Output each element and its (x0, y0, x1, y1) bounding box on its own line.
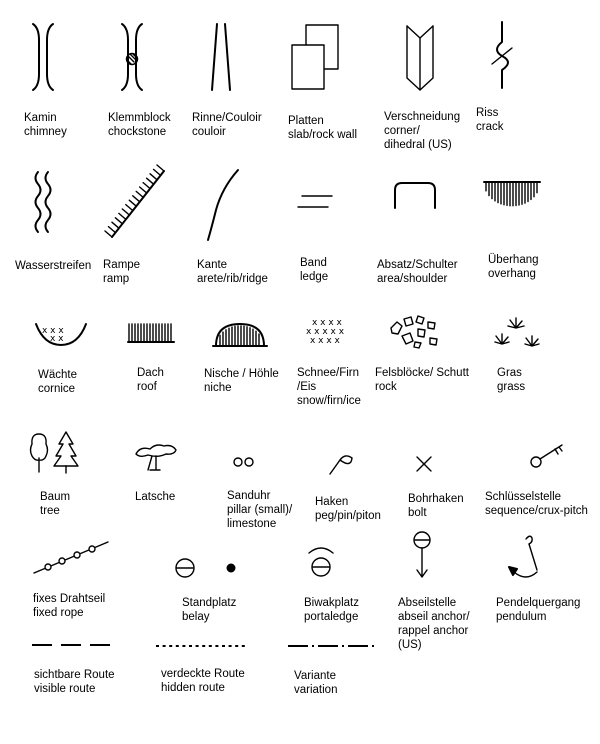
chimney-icon (28, 22, 58, 92)
svg-text:x x x x: x x x x (312, 318, 342, 328)
label-arete: Kante arete/rib/ridge (197, 259, 268, 285)
label-ramp: Rampe ramp (103, 259, 141, 285)
arete-icon (202, 168, 242, 242)
thread-icon (232, 455, 258, 469)
belay-icon (174, 556, 240, 580)
svg-text:x x x x x: x x x x x (306, 327, 345, 337)
ledge-icon (296, 193, 336, 215)
boulders-icon (388, 314, 444, 350)
bolt-icon (414, 454, 434, 474)
crack-icon (488, 20, 518, 90)
label-pendulum: Pendelquergang pendulum (496, 597, 581, 623)
label-boulders: Felsblöcke/ Schutt rock (375, 367, 469, 393)
label-slab: Platten slab/rock wall (288, 115, 358, 141)
label-couloir: Rinne/Couloir couloir (192, 112, 262, 138)
chockstone-icon (117, 22, 147, 92)
tree-icon (28, 430, 82, 474)
fixed-rope-icon (32, 540, 110, 576)
label-niche: Nische / Höhle niche (204, 368, 279, 394)
label-water: Wasserstreifen (15, 260, 92, 272)
label-anchor: Abseilstelle abseil anchor/ rappel anchor (US) (398, 597, 470, 651)
snow-icon (304, 316, 354, 346)
hidden-route-line (156, 643, 246, 649)
label-tree: Baum tree (40, 491, 71, 517)
label-hidden: verdeckte Route hidden route (161, 668, 245, 694)
corner-icon (405, 22, 435, 92)
label-grass: Gras grass (497, 367, 526, 393)
label-variant: Variante variation (294, 670, 338, 696)
water-streak-icon (32, 170, 58, 236)
svg-text:x x x x: x x x x (310, 336, 340, 346)
label-belay: Standplatz belay (182, 597, 237, 623)
svg-text:x x: x x (50, 334, 64, 344)
label-roof: Dach roof (137, 367, 164, 393)
portaledge-icon (306, 544, 336, 580)
label-cornice: Wächte cornice (38, 369, 77, 395)
label-thread: Sanduhr pillar (small)/ limestone (227, 490, 293, 530)
roof-icon (126, 320, 176, 346)
svg-text:x x x: x x x (42, 326, 64, 336)
overhang-icon (482, 180, 544, 208)
label-bivy: Biwakplatz portaledge (304, 597, 359, 623)
label-rope: fixes Drahtseil fixed rope (33, 593, 106, 619)
shoulder-icon (392, 180, 440, 210)
label-visible: sichtbare Route visible route (34, 669, 115, 695)
niche-icon (212, 320, 268, 348)
label-crack: Riss crack (476, 107, 504, 133)
peg-icon (326, 450, 356, 478)
label-chockstone: Klemmblock chockstone (108, 112, 171, 138)
label-pine: Latsche (135, 491, 176, 503)
key-icon (528, 442, 568, 470)
label-peg: Haken peg/pin/piton (315, 496, 381, 522)
label-bolt: Bohrhaken bolt (408, 493, 464, 519)
label-ledge: Band ledge (300, 257, 329, 283)
grass-icon (494, 314, 544, 350)
label-overhang: Überhang overhang (488, 254, 539, 280)
cornice-icon (34, 321, 88, 347)
dwarf-pine-icon (134, 440, 180, 474)
label-corner: Verschneidung corner/ dihedral (US) (384, 111, 461, 151)
label-chimney: Kamin chimney (24, 112, 67, 138)
ramp-icon (106, 167, 168, 243)
label-shoulder: Absatz/Schulter area/shoulder (377, 259, 458, 285)
label-snow: Schnee/Firn /Eis snow/firn/ice (297, 367, 361, 407)
couloir-icon (206, 22, 236, 92)
label-crux: Schlüsselstelle sequence/crux-pitch (485, 491, 588, 517)
visible-route-line (32, 641, 112, 649)
variation-line (288, 643, 378, 649)
pendulum-icon (506, 534, 548, 582)
rappel-anchor-icon (410, 530, 436, 580)
slab-icon (290, 24, 340, 92)
